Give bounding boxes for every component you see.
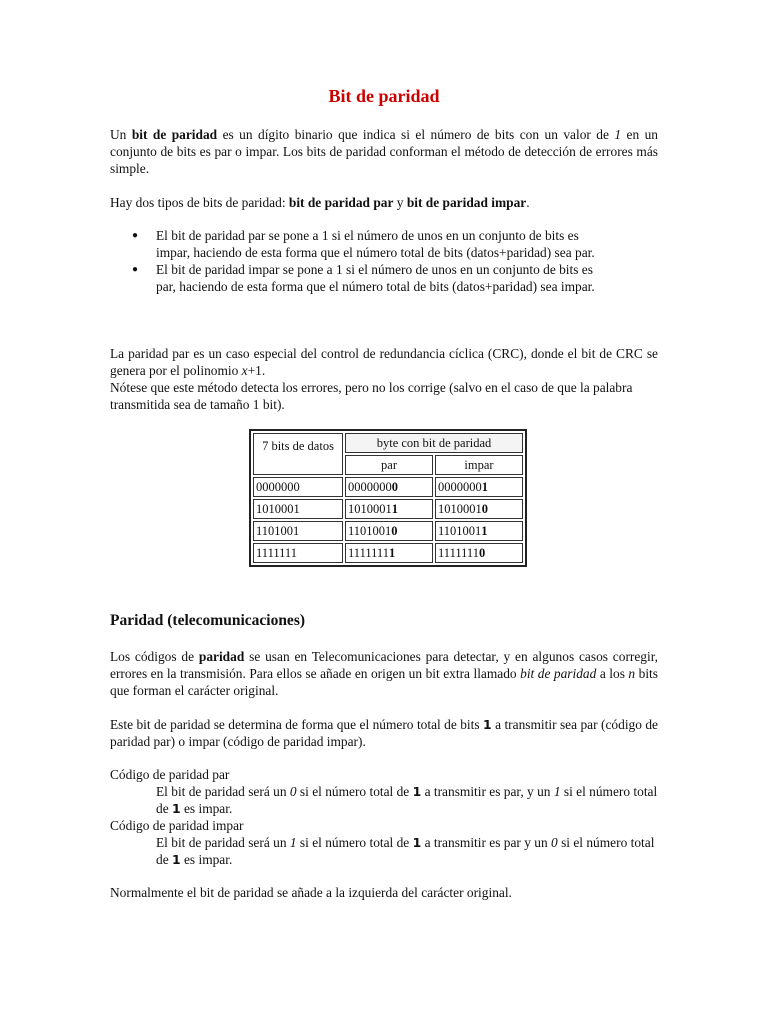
note-paragraph — [110, 379, 658, 413]
parity-bit: 0 — [391, 523, 398, 538]
header-impar: impar — [435, 455, 523, 475]
definition-par — [110, 783, 658, 817]
text: El bit de paridad será un — [156, 835, 290, 850]
text: +1. — [247, 363, 266, 378]
text: Este bit de paridad se determina de forma que el número total de bits — [110, 717, 484, 732]
text: La paridad par es un caso especial del control de redundancia cíclica (CRC), donde el bit de CRC se genera por el polinomio — [110, 346, 658, 378]
definition-term-impar: Código de paridad impar — [110, 818, 244, 833]
bullet-icon: ● — [132, 230, 139, 241]
cell-text: 1101001 — [438, 523, 482, 538]
text: a transmitir es par, y un — [421, 784, 554, 799]
text-italic: 0 — [289, 784, 297, 799]
text-italic: n — [628, 666, 636, 681]
text: Nótese que este método detecta los errores, pero no los corrige (salvo en el caso de que la palabra transmitida sea de tamaño 1 bit). — [110, 380, 633, 412]
table-header-row — [253, 433, 523, 453]
text-italic: 1 — [289, 835, 297, 850]
text-bold: 1 — [412, 784, 422, 799]
cell-par — [345, 499, 433, 519]
text-bold: 1 — [172, 801, 181, 816]
text-italic: 0 — [551, 835, 558, 850]
text: si el número total de — [296, 835, 413, 850]
cell-text: 0000000 — [438, 479, 482, 494]
rule-paragraph — [110, 716, 658, 750]
parity-bit: 0 — [481, 501, 488, 516]
cell-data: 1010001 — [253, 499, 343, 519]
cell-impar — [435, 477, 523, 497]
list-item — [110, 227, 614, 261]
parity-bit: 1 — [391, 501, 398, 516]
text: si el número total de — [156, 835, 655, 867]
text: Hay dos tipos de bits de paridad: — [110, 195, 289, 210]
crc-paragraph — [110, 345, 658, 379]
definition-impar — [110, 834, 658, 868]
text-bold: 1 — [483, 717, 492, 732]
text: es impar. — [180, 801, 233, 816]
term-paridad: paridad — [198, 649, 245, 664]
definition-term-par: Código de paridad par — [110, 767, 230, 782]
text: y — [393, 195, 407, 210]
cell-data: 1101001 — [253, 521, 343, 541]
parity-bit: 1 — [388, 545, 396, 560]
table-row — [253, 521, 523, 541]
cell-data: 0000000 — [253, 477, 343, 497]
header-byte-group: byte con bit de paridad — [345, 433, 523, 453]
cell-text: 1101001 — [348, 523, 392, 538]
text: a transmitir sea par (código de paridad par) o impar (código de paridad impar). — [110, 717, 658, 749]
text: bits que forman el carácter original. — [110, 666, 658, 698]
list-item-text: El bit de paridad par se pone a 1 si el número de unos en un conjunto de bits es impar, haciendo de esta forma que el número total de bits (datos+paridad) sea par. — [156, 228, 595, 260]
list-item-text: El bit de paridad impar se pone a 1 si el número de unos en un conjunto de bits es par, haciendo de esta forma que el número total de bits (datos+paridad) sea impar. — [156, 262, 595, 294]
term-par: bit de paridad par — [288, 195, 394, 210]
text: Un — [110, 127, 132, 142]
text: en un conjunto de bits es par o impar. Los bits de paridad conforman el método de detección de errores más simple. — [110, 127, 658, 176]
page-title: Bit de paridad — [328, 86, 440, 106]
text-italic: 1 — [553, 784, 561, 799]
types-paragraph — [110, 194, 658, 211]
header-data-bits — [253, 433, 343, 475]
header-par: par — [345, 455, 433, 475]
cell-text: 1111111 — [348, 545, 389, 560]
text-bold: 1 — [412, 835, 422, 850]
cell-text: 1010001 — [438, 501, 482, 516]
text: Los códigos de — [110, 649, 199, 664]
cell-text: 1111111 — [438, 545, 479, 560]
cell-par — [345, 521, 433, 541]
intro-paragraph — [110, 126, 658, 177]
text-italic: bit de paridad — [520, 666, 597, 681]
text-italic: 1 — [614, 127, 622, 142]
bullet-icon: ● — [132, 264, 139, 275]
parity-bit: 0 — [391, 479, 398, 494]
closing-paragraph: Normalmente el bit de paridad se añade a la izquierda del carácter original. — [110, 885, 512, 900]
section-heading: Paridad (telecomunicaciones) — [110, 612, 306, 629]
table-row — [253, 499, 523, 519]
text: a los — [596, 666, 629, 681]
parity-bit: 0 — [478, 545, 486, 560]
parity-bit: 1 — [481, 479, 488, 494]
text: . — [526, 195, 530, 210]
parity-table — [249, 429, 527, 567]
cell-text: 1010001 — [348, 501, 392, 516]
cell-par — [345, 477, 433, 497]
text-bold: 1 — [172, 852, 181, 867]
cell-par — [345, 543, 433, 563]
term-impar: bit de paridad impar — [406, 195, 527, 210]
text: se usan en Telecomunicaciones para detectar, y en algunos casos corregir, errores en la transmisión. Para ellos se añade en origen un bit extra llamado — [110, 649, 658, 681]
term-bit-de-paridad: bit de paridad — [131, 127, 218, 142]
parity-bit: 1 — [481, 523, 488, 538]
text: El bit de paridad será un — [156, 784, 290, 799]
cell-data: 1111111 — [253, 543, 343, 563]
text: es un dígito binario que indica si el número de bits con un valor de — [217, 127, 615, 142]
table-row — [253, 477, 523, 497]
text: si el número total de — [156, 784, 658, 816]
cell-impar — [435, 543, 523, 563]
text: si el número total de — [296, 784, 413, 799]
cell-impar — [435, 499, 523, 519]
table-row — [253, 543, 523, 563]
cell-impar — [435, 521, 523, 541]
telecom-paragraph — [110, 648, 658, 699]
definition-list — [110, 766, 658, 868]
cell-text: 0000000 — [348, 479, 392, 494]
bullet-list — [110, 227, 658, 295]
list-item — [110, 261, 614, 295]
header-text: 7 bits de datos — [262, 439, 334, 453]
text: es impar. — [180, 852, 233, 867]
text: a transmitir es par y un — [421, 835, 552, 850]
text-italic: x — [241, 363, 248, 378]
